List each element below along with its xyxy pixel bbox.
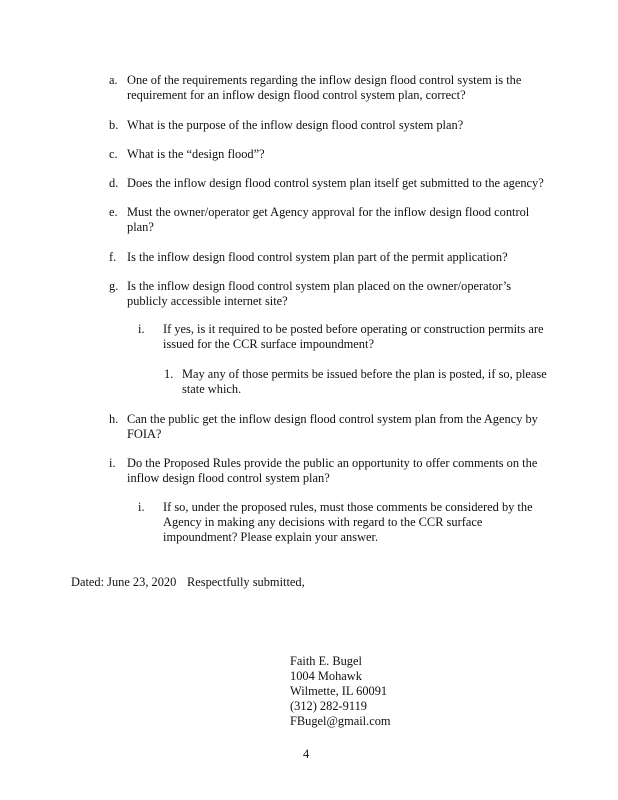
signer-phone: (312) 282-9119 (290, 699, 367, 713)
question-a-text: One of the requirements regarding the inflow design flood control system is the requirement for an inflow design flood control system plan, correct? (127, 73, 522, 102)
question-a (109, 73, 549, 103)
question-e (109, 205, 539, 235)
question-i-marker: i. (109, 456, 116, 470)
question-c-marker: c. (109, 147, 118, 161)
question-d (109, 176, 554, 191)
question-g-i (138, 322, 548, 352)
question-g (109, 279, 554, 309)
date-line: Dated: June 23, 2020 (71, 575, 177, 589)
question-h-marker: h. (109, 412, 119, 426)
signer-city: Wilmette, IL 60091 (290, 684, 388, 698)
question-a-marker: a. (109, 73, 118, 87)
question-e-marker: e. (109, 205, 118, 219)
respectfully-submitted: Respectfully submitted, (187, 575, 305, 589)
question-h (109, 412, 549, 442)
question-h-text: Can the public get the inflow design flood control system plan from the Agency by FOIA? (127, 412, 538, 441)
question-c-text: What is the “design flood”? (127, 147, 265, 161)
question-b-marker: b. (109, 118, 119, 132)
question-i (109, 456, 549, 486)
signer-email: FBugel@gmail.com (290, 714, 391, 728)
question-f (109, 250, 549, 265)
question-i-i-marker: i. (138, 500, 145, 514)
question-g-i-marker: i. (138, 322, 145, 336)
question-b (109, 118, 549, 133)
question-g-i-text: If yes, is it required to be posted before operating or construction permits are issued for the CCR surface impoundment? (163, 322, 544, 351)
question-c (109, 147, 549, 162)
signature-block (290, 654, 391, 729)
question-d-text: Does the inflow design flood control system plan itself get submitted to the agency? (127, 176, 544, 190)
question-f-text: Is the inflow design flood control system plan part of the permit application? (127, 250, 508, 264)
question-g-i-1-marker: 1. (164, 367, 174, 381)
signer-street: 1004 Mohawk (290, 669, 362, 683)
question-f-marker: f. (109, 250, 117, 264)
question-g-marker: g. (109, 279, 119, 293)
question-i-text: Do the Proposed Rules provide the public an opportunity to offer comments on the inflow design flood control system plan? (127, 456, 538, 485)
question-b-text: What is the purpose of the inflow design flood control system plan? (127, 118, 464, 132)
question-g-i-1-text: May any of those permits be issued before the plan is posted, if so, please state which. (182, 367, 547, 396)
signer-name: Faith E. Bugel (290, 654, 362, 668)
page-number: 4 (303, 747, 310, 761)
question-g-text: Is the inflow design flood control system plan placed on the owner/operator’s publicly accessible internet site? (127, 279, 512, 308)
question-i-i (138, 500, 548, 545)
question-d-marker: d. (109, 176, 119, 190)
question-i-i-text: If so, under the proposed rules, must those comments be considered by the Agency in making any decisions with regard to the CCR surface impoundment? Please explain your answer. (163, 500, 533, 544)
question-e-text: Must the owner/operator get Agency approval for the inflow design flood control plan? (127, 205, 530, 234)
question-g-i-1 (164, 367, 552, 397)
